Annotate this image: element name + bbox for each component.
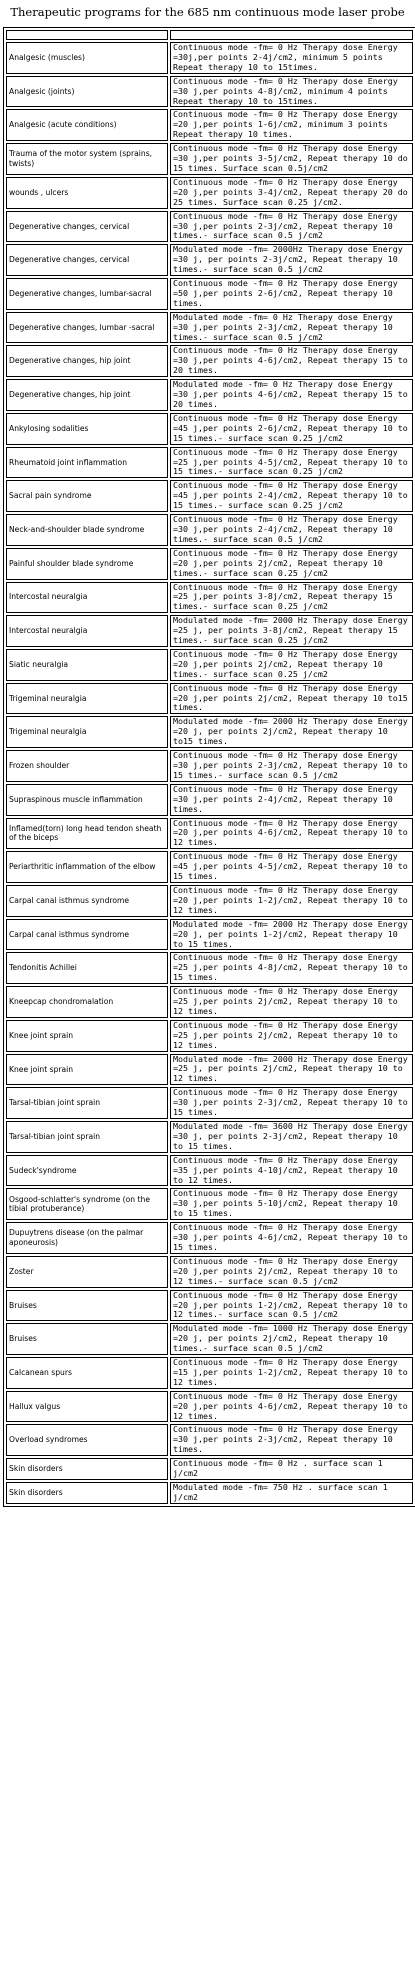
program-cell: Continuous mode -fm= 0 Hz Therapy dose Energy =20 j,per points 3-4j/cm2, Repeat therapy 20 do 25 times. Surface scan 0.25 j/cm2. xyxy=(170,177,413,209)
program-cell: Continuous mode -fm= 0 Hz Therapy dose Energy =30 j,per points 2-4j/cm2, Repeat therapy 10 times. xyxy=(170,784,413,816)
condition-cell: Analgesic (joints) xyxy=(6,76,168,108)
table-row xyxy=(6,885,413,917)
table-row xyxy=(6,143,413,175)
table-row xyxy=(6,42,413,74)
condition-cell: Neck-and-shoulder blade syndrome xyxy=(6,514,168,546)
condition-cell: Inflamed(torn) long head tendon sheath of the biceps xyxy=(6,818,168,850)
condition-cell: Knee joint sprain xyxy=(6,1054,168,1086)
table-row xyxy=(6,514,413,546)
condition-cell: Tarsal-tibian joint sprain xyxy=(6,1087,168,1119)
program-cell: Continuous mode -fm= 0 Hz Therapy dose Energy =50 j,per points 2-6j/cm2, Repeat therapy 10 times. xyxy=(170,278,413,310)
condition-cell: Intercostal neuralgia xyxy=(6,582,168,614)
condition-cell: Calcanean spurs xyxy=(6,1357,168,1389)
condition-cell: Skin disorders xyxy=(6,1458,168,1480)
program-cell: Continuous mode -fm= 0 Hz Therapy dose Energy =25 j,per points 4-8j/cm2, Repeat therapy 10 to 15 times. xyxy=(170,952,413,984)
condition-cell: Degenerative changes, cervical xyxy=(6,211,168,243)
program-cell: Continuous mode -fm= 0 Hz Therapy dose Energy =30 j,per points 2-3j/cm2, Repeat therapy 10 to 15 times.- surface scan 0.5 j/cm2 xyxy=(170,750,413,782)
header-condition-cell xyxy=(6,30,168,40)
condition-cell: Zoster xyxy=(6,1256,168,1288)
table-row xyxy=(6,244,413,276)
table-row xyxy=(6,1087,413,1119)
program-cell: Continuous mode -fm= 0 Hz Therapy dose Energy =25 j,per points 4-5j/cm2, Repeat therapy 10 to 15 times.- surface scan 0.25 j/cm2 xyxy=(170,447,413,479)
condition-cell: Ankylosing sodalities xyxy=(6,413,168,445)
table-row xyxy=(6,312,413,344)
condition-cell: Degenerative changes, cervical xyxy=(6,244,168,276)
program-cell: Continuous mode -fm= 0 Hz Therapy dose Energy =35 j,per points 4-10j/cm2, Repeat therapy 10 to 12 times. xyxy=(170,1155,413,1187)
program-cell: Continuous mode -fm= 0 Hz Therapy dose Energy =20 j,per points 1-2j/cm2, Repeat therapy 10 to 12 times.- surface scan 0.5 j/cm2 xyxy=(170,1290,413,1322)
table-row xyxy=(6,1020,413,1052)
table-row xyxy=(6,683,413,715)
table-row xyxy=(6,1222,413,1254)
condition-cell: Trigeminal neuralgia xyxy=(6,716,168,748)
condition-cell: Analgesic (acute conditions) xyxy=(6,109,168,141)
table-row xyxy=(6,177,413,209)
table-row xyxy=(6,649,413,681)
program-cell: Continuous mode -fm= 0 Hz Therapy dose Energy =30 j,per points 2-3j/cm2, Repeat therapy 10 times. xyxy=(170,1424,413,1456)
program-cell: Continuous mode -fm= 0 Hz Therapy dose Energy =20 j,per points 4-6j/cm2, Repeat therapy 10 to 12 times. xyxy=(170,818,413,850)
condition-cell: Sacral pain syndrome xyxy=(6,480,168,512)
table-row xyxy=(6,1155,413,1187)
program-cell: Modulated mode -fm= 2000 Hz Therapy dose Energy =25 j, per points 2j/cm2, Repeat therapy 10 to 12 times. xyxy=(170,1054,413,1086)
program-cell: Modulated mode -fm= 0 Hz Therapy dose Energy =30 j,per points 2-3j/cm2, Repeat therapy 10 times.- surface scan 0.5 j/cm2 xyxy=(170,312,413,344)
condition-cell: Bruises xyxy=(6,1290,168,1322)
condition-cell: Bruises xyxy=(6,1323,168,1355)
program-cell: Continuous mode -fm= 0 Hz Therapy dose Energy =20 j,per points 1-6j/cm2, minimum 3 points Repeat therapy 10 times. xyxy=(170,109,413,141)
condition-cell: wounds , ulcers xyxy=(6,177,168,209)
table-row xyxy=(6,615,413,647)
condition-cell: Painful shoulder blade syndrome xyxy=(6,548,168,580)
condition-cell: Carpal canal isthmus syndrome xyxy=(6,885,168,917)
table-row xyxy=(6,750,413,782)
table-row xyxy=(6,447,413,479)
table-row xyxy=(6,109,413,141)
table-row xyxy=(6,1323,413,1355)
condition-cell: Periarthritic inflammation of the elbow xyxy=(6,851,168,883)
condition-cell: Kneepcap chondromalation xyxy=(6,986,168,1018)
condition-cell: Sudeck'syndrome xyxy=(6,1155,168,1187)
program-cell: Continuous mode -fm= 0 Hz Therapy dose Energy =25 j,per points 2j/cm2, Repeat therapy 10 to 12 times. xyxy=(170,1020,413,1052)
condition-cell: Degenerative changes, lumbar -sacral xyxy=(6,312,168,344)
program-cell: Continuous mode -fm= 0 Hz Therapy dose Energy =20 j,per points 2j/cm2, Repeat therapy 10 to15 times. xyxy=(170,683,413,715)
table-row xyxy=(6,784,413,816)
table-row xyxy=(6,1054,413,1086)
programs-table xyxy=(3,27,415,1507)
condition-cell: Overload syndromes xyxy=(6,1424,168,1456)
program-cell: Continuous mode -fm= 0 Hz Therapy dose Energy =45 j,per points 4-5j/cm2, Repeat therapy 10 to 15 times. xyxy=(170,851,413,883)
condition-cell: Siatic neuralgia xyxy=(6,649,168,681)
condition-cell: Trauma of the motor system (sprains, twists) xyxy=(6,143,168,175)
program-cell: Continuous mode -fm= 0 Hz Therapy dose Energy =25 j,per points 3-8j/cm2, Repeat therapy 15 times.- surface scan 0.25 j/cm2 xyxy=(170,582,413,614)
program-cell: Modulated mode -fm= 2000 Hz Therapy dose Energy =25 j, per points 3-8j/cm2, Repeat therapy 15 times.- surface scan 0.25 j/cm2 xyxy=(170,615,413,647)
program-cell: Modulated mode -fm= 3600 Hz Therapy dose Energy =30 j, per points 2-3j/cm2, Repeat therapy 10 to 15 times. xyxy=(170,1121,413,1153)
table-row xyxy=(6,818,413,850)
condition-cell: Hallux valgus xyxy=(6,1391,168,1423)
table-row xyxy=(6,1188,413,1220)
program-cell: Continuous mode -fm= 0 Hz Therapy dose Energy =15 j,per points 1-2j/cm2, Repeat therapy 10 to 12 times. xyxy=(170,1357,413,1389)
table-row xyxy=(6,986,413,1018)
program-cell: Continuous mode -fm= 0 Hz Therapy dose Energy =20 j,per points 2j/cm2, Repeat therapy 10 times.- surface scan 0.25 j/cm2 xyxy=(170,649,413,681)
table-row xyxy=(6,548,413,580)
condition-cell: Tendonitis Achillei xyxy=(6,952,168,984)
program-cell: Modulated mode -fm= 0 Hz Therapy dose Energy =30 j,per points 4-6j/cm2, Repeat therapy 15 to 20 times. xyxy=(170,379,413,411)
table-row xyxy=(6,379,413,411)
program-cell: Continuous mode -fm= 0 Hz Therapy dose Energy =30 j,per points 2-3j/cm2, Repeat therapy 10 times.- surface scan 0.5 j/cm2 xyxy=(170,211,413,243)
program-cell: Continuous mode -fm= 0 Hz Therapy dose Energy =30 j,per points 3-5j/cm2, Repeat therapy 10 do 15 times. Surface scan 0.5j/cm2 xyxy=(170,143,413,175)
table-header-row xyxy=(6,30,413,40)
programs-table-wrapper xyxy=(3,27,414,1507)
table-row xyxy=(6,1458,413,1480)
condition-cell: Frozen shoulder xyxy=(6,750,168,782)
program-cell: Continuous mode -fm= 0 Hz Therapy dose Energy =30 j,per points 4-8j/cm2, minimum 4 points Repeat therapy 10 to 15times. xyxy=(170,76,413,108)
program-cell: Continuous mode -fm= 0 Hz Therapy dose Energy =20 j,per points 4-6j/cm2, Repeat therapy 10 to 12 times. xyxy=(170,1391,413,1423)
program-cell: Continuous mode -fm= 0 Hz Therapy dose Energy =30 j,per points 4-6j/cm2, Repeat therapy 10 to 15 times. xyxy=(170,1222,413,1254)
condition-cell: Supraspinous muscle inflammation xyxy=(6,784,168,816)
program-cell: Continuous mode -fm= 0 Hz Therapy dose Energy =20 j,per points 1-2j/cm2, Repeat therapy 10 to 12 times. xyxy=(170,885,413,917)
program-cell: Continuous mode -fm= 0 Hz Therapy dose Energy =20 j,per points 2j/cm2, Repeat therapy 10 to 12 times.- surface scan 0.5 j/cm2 xyxy=(170,1256,413,1288)
programs-table-body xyxy=(6,30,413,1504)
program-cell: Continuous mode -fm= 0 Hz Therapy dose Energy =20 j,per points 2j/cm2, Repeat therapy 10 times.- surface scan 0.25 j/cm2 xyxy=(170,548,413,580)
program-cell: Continuous mode -fm= 0 Hz Therapy dose Energy =25 j,per points 2j/cm2, Repeat therapy 10 to 12 times. xyxy=(170,986,413,1018)
table-row xyxy=(6,345,413,377)
table-row xyxy=(6,1482,413,1504)
table-row xyxy=(6,1256,413,1288)
table-row xyxy=(6,919,413,951)
program-cell: Continuous mode -fm= 0 Hz Therapy dose Energy =30 j,per points 2-4j/cm2, Repeat therapy 10 times.- surface scan 0.5 j/cm2 xyxy=(170,514,413,546)
condition-cell: Skin disorders xyxy=(6,1482,168,1504)
table-row xyxy=(6,716,413,748)
header-program-cell xyxy=(170,30,413,40)
program-cell: Continuous mode -fm= 0 Hz Therapy dose Energy =30 j,per points 2-3j/cm2, Repeat therapy 10 to 15 times. xyxy=(170,1087,413,1119)
program-cell: Continuous mode -fm= 0 Hz Therapy dose Energy =45 j,per points 2-4j/cm2, Repeat therapy 10 to 15 times.- surface scan 0.25 j/cm2 xyxy=(170,480,413,512)
table-row xyxy=(6,851,413,883)
condition-cell: Degenerative changes, hip joint xyxy=(6,345,168,377)
program-cell: Modulated mode -fm= 2000 Hz Therapy dose Energy =20 j, per points 1-2j/cm2, Repeat therapy 10 to 15 times. xyxy=(170,919,413,951)
table-row xyxy=(6,1424,413,1456)
condition-cell: Dupuytrens disease (on the palmar aponeurosis) xyxy=(6,1222,168,1254)
table-row xyxy=(6,211,413,243)
program-cell: Continuous mode -fm= 0 Hz Therapy dose Energy =45 j,per points 2-6j/cm2, Repeat therapy 10 to 15 times.- surface scan 0.25 j/cm2 xyxy=(170,413,413,445)
program-cell: Modulated mode -fm= 750 Hz . surface scan 1 j/cm2 xyxy=(170,1482,413,1504)
condition-cell: Analgesic (muscles) xyxy=(6,42,168,74)
condition-cell: Carpal canal isthmus syndrome xyxy=(6,919,168,951)
table-row xyxy=(6,1290,413,1322)
condition-cell: Rheumatoid joint inflammation xyxy=(6,447,168,479)
condition-cell: Osgood-schlatter's syndrome (on the tibial protuberance) xyxy=(6,1188,168,1220)
table-row xyxy=(6,582,413,614)
condition-cell: Tarsal-tibian joint sprain xyxy=(6,1121,168,1153)
table-row xyxy=(6,1121,413,1153)
program-cell: Modulated mode -fm= 2000Hz Therapy dose Energy =30 j, per points 2-3j/cm2, Repeat therapy 10 times.- surface scan 0.5 j/cm2 xyxy=(170,244,413,276)
program-cell: Continuous mode -fm= 0 Hz . surface scan 1 j/cm2 xyxy=(170,1458,413,1480)
program-cell: Modulated mode -fm= 1000 Hz Therapy dose Energy =20 j, per points 2j/cm2, Repeat therapy 10 times.- surface scan 0.5 j/cm2 xyxy=(170,1323,413,1355)
table-row xyxy=(6,1391,413,1423)
condition-cell: Intercostal neuralgia xyxy=(6,615,168,647)
program-cell: Modulated mode -fm= 2000 Hz Therapy dose Energy =20 j, per points 2j/cm2, Repeat therapy 10 to15 times. xyxy=(170,716,413,748)
condition-cell: Degenerative changes, hip joint xyxy=(6,379,168,411)
table-row xyxy=(6,278,413,310)
program-cell: Continuous mode -fm= 0 Hz Therapy dose Energy =30j,per points 2-4j/cm2, minimum 5 points Repeat therapy 10 to 15times. xyxy=(170,42,413,74)
program-cell: Continuous mode -fm= 0 Hz Therapy dose Energy =30 j,per points 5-10j/cm2, Repeat therapy 10 to 15 times. xyxy=(170,1188,413,1220)
page-title: Therapeutic programs for the 685 nm continuous mode laser probe xyxy=(10,5,405,19)
condition-cell: Trigeminal neuralgia xyxy=(6,683,168,715)
table-row xyxy=(6,76,413,108)
program-cell: Continuous mode -fm= 0 Hz Therapy dose Energy =30 j,per points 4-6j/cm2, Repeat therapy 15 to 20 times. xyxy=(170,345,413,377)
condition-cell: Knee joint sprain xyxy=(6,1020,168,1052)
table-row xyxy=(6,1357,413,1389)
table-row xyxy=(6,952,413,984)
table-row xyxy=(6,413,413,445)
condition-cell: Degenerative changes, lumbar-sacral xyxy=(6,278,168,310)
table-row xyxy=(6,480,413,512)
